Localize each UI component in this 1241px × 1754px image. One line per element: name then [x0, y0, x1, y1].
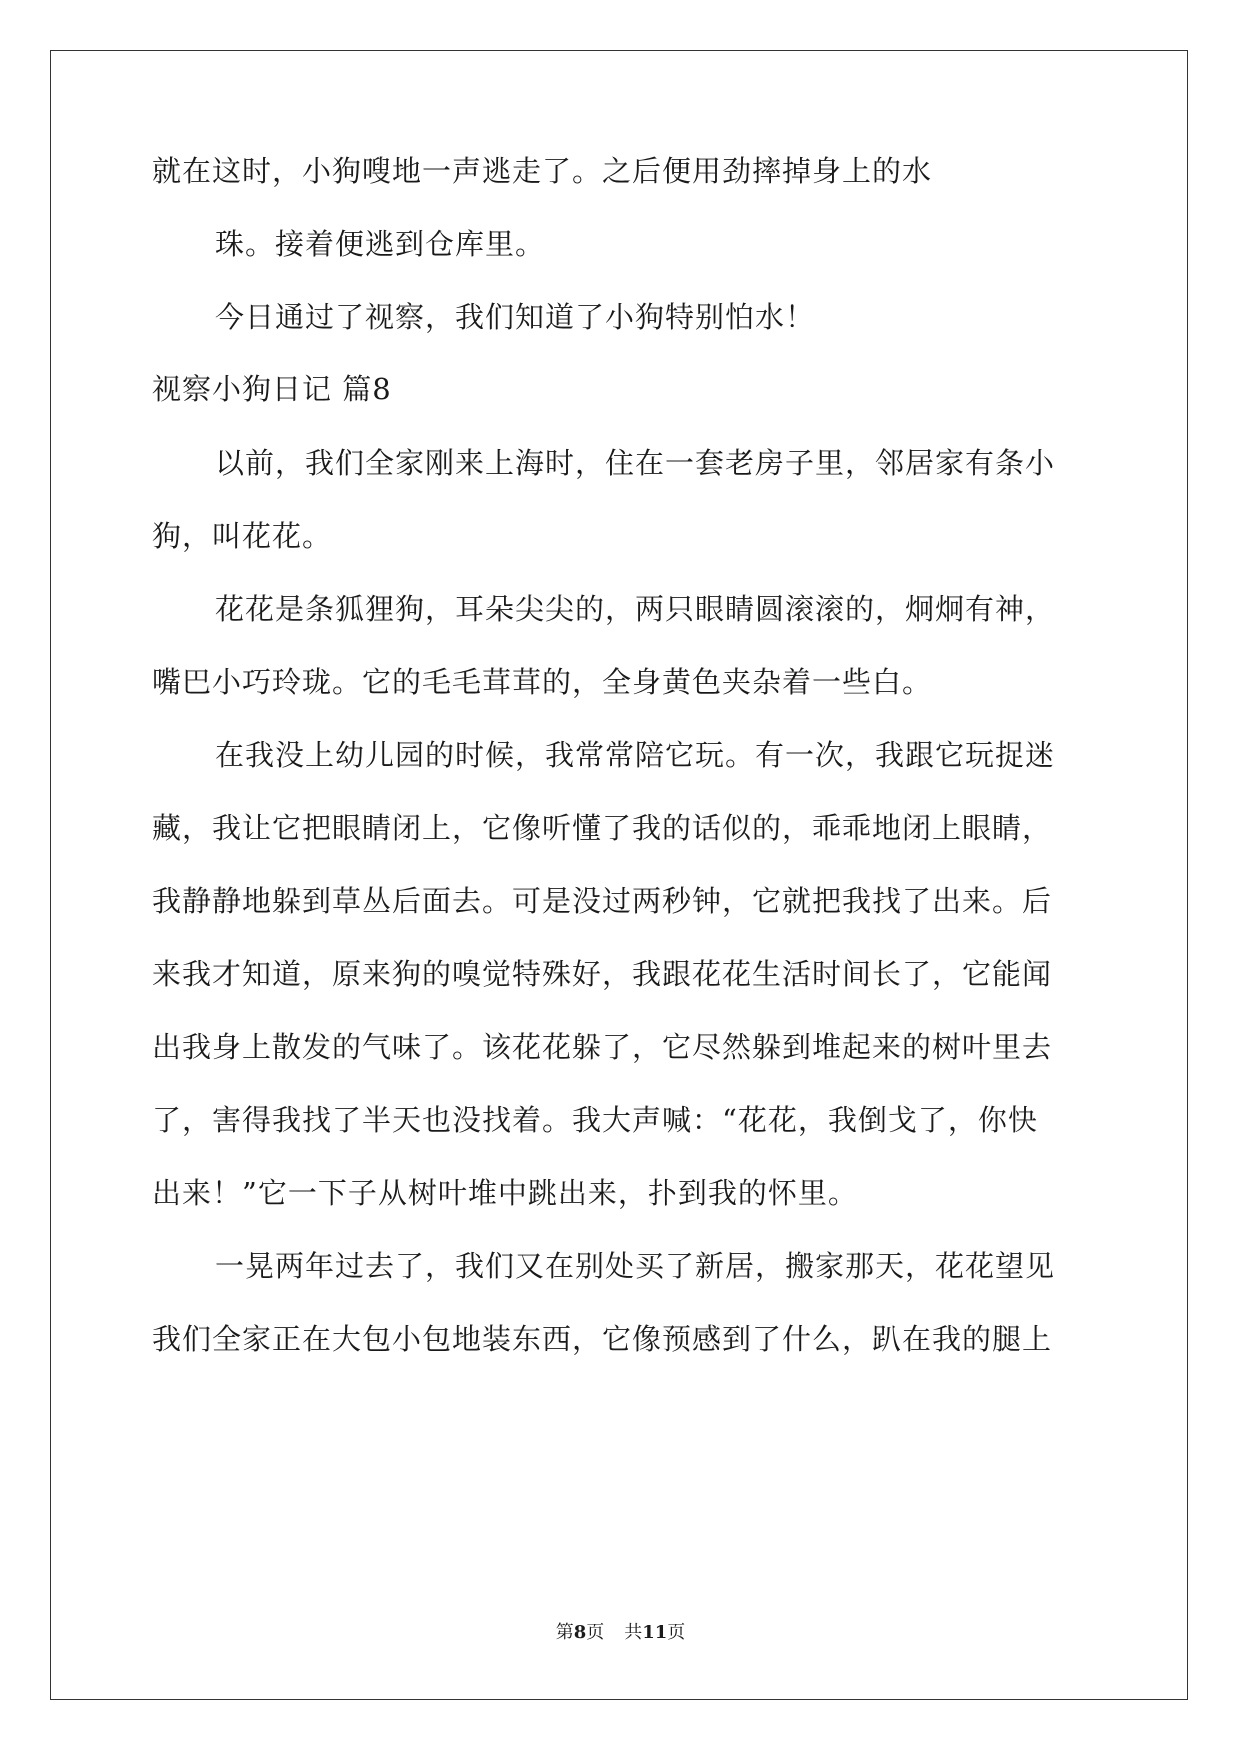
body-line-15: 出来！”它一下子从树叶堆中跳出来，扑到我的怀里。	[152, 1176, 858, 1210]
page-footer	[0, 1621, 1241, 1645]
footer-page-current: 8	[573, 1622, 587, 1643]
section-heading: 视察小狗日记 篇8	[152, 372, 392, 406]
body-line-12: 来我才知道，原来狗的嗅觉特殊好，我跟花花生活时间长了，它能闻	[152, 957, 1053, 991]
body-line-11: 我静静地躲到草丛后面去。可是没过两秒钟，它就把我找了出来。后	[152, 884, 1053, 918]
body-line-16: 一晃两年过去了，我们又在别处买了新居，搬家那天，花花望见	[215, 1249, 1056, 1283]
body-line-8: 嘴巴小巧玲珑。它的毛毛茸茸的，全身黄色夹杂着一些白。	[152, 665, 933, 699]
body-line-9: 在我没上幼儿园的时候，我常常陪它玩。有一次，我跟它玩捉迷	[215, 738, 1056, 772]
body-line-14: 了，害得我找了半天也没找着。我大声喊：“花花，我倒戈了，你快	[152, 1103, 1038, 1137]
footer-page-prefix: 第	[555, 1622, 574, 1643]
body-line-3: 今日通过了视察，我们知道了小狗特别怕水！	[215, 300, 816, 334]
body-line-17: 我们全家正在大包小包地装东西，它像预感到了什么，趴在我的腿上	[152, 1322, 1053, 1356]
body-line-7: 花花是条狐狸狗，耳朵尖尖的，两只眼睛圆滚滚的，炯炯有神，	[215, 592, 1056, 626]
page-frame	[50, 50, 1188, 1700]
footer-page-unit: 页	[586, 1622, 605, 1643]
body-line-6: 狗，叫花花。	[152, 519, 333, 553]
footer-total-prefix: 共	[624, 1622, 643, 1643]
body-line-5: 以前，我们全家刚来上海时，住在一套老房子里，邻居家有条小	[215, 446, 1056, 480]
body-line-1: 就在这时，小狗嗖地一声逃走了。之后便用劲摔掉身上的水	[152, 154, 933, 188]
body-line-2: 珠。接着便逃到仓库里。	[215, 227, 546, 261]
footer-page-total: 11	[642, 1622, 668, 1643]
body-line-10: 藏，我让它把眼睛闭上，它像听懂了我的话似的，乖乖地闭上眼睛，	[152, 811, 1053, 845]
footer-total-unit: 页	[667, 1622, 686, 1643]
body-line-13: 出我身上散发的气味了。该花花躲了，它尽然躲到堆起来的树叶里去	[152, 1030, 1053, 1064]
